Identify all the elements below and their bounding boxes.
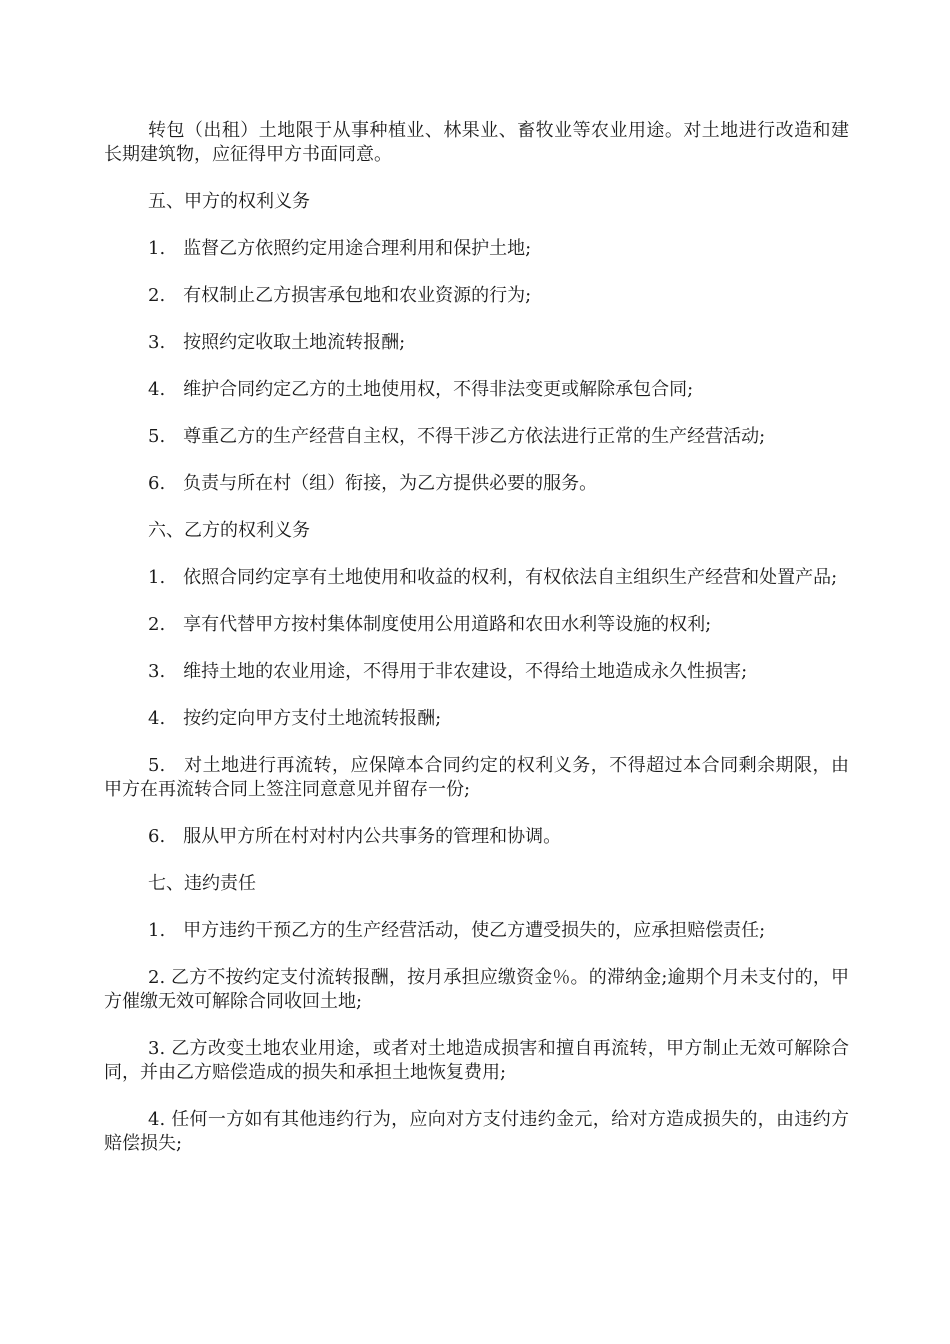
document-body xyxy=(104,119,849,1179)
list-item: 2. 有权制止乙方损害承包地和农业资源的行为; xyxy=(148,285,532,306)
list-item: 2. 享有代替甲方按村集体制度使用公用道路和农田水利等设施的权利; xyxy=(148,614,712,635)
list-item: 3. 维持土地的农业用途，不得用于非农建设，不得给土地造成永久性损害; xyxy=(148,661,748,682)
section-heading-party-b: 六、乙方的权利义务 xyxy=(148,520,310,541)
list-item: 1. 依照合同约定享有土地使用和收益的权利，有权依法自主组织生产经营和处置产品; xyxy=(148,567,838,588)
list-item: 5. 对土地进行再流转，应保障本合同约定的权利义务，不得超过本合同剩余期限，由甲方在再流转合同上签注同意意见并留存一份; xyxy=(104,755,849,800)
list-item: 2. 乙方不按约定支付流转报酬，按月承担应缴资金％。的滞纳金;逾期个月未支付的，甲方催缴无效可解除合同收回土地; xyxy=(104,967,849,1012)
list-item: 4. 按约定向甲方支付土地流转报酬; xyxy=(148,708,442,729)
list-item: 4. 维护合同约定乙方的土地使用权，不得非法变更或解除承包合同; xyxy=(148,379,694,400)
list-item: 1. 监督乙方依照约定用途合理利用和保护土地; xyxy=(148,238,532,259)
section-heading-party-a: 五、甲方的权利义务 xyxy=(148,191,310,212)
list-item: 3. 按照约定收取土地流转报酬; xyxy=(148,332,406,353)
list-item: 4. 任何一方如有其他违约行为，应向对方支付违约金元，给对方造成损失的，由违约方赔偿损失; xyxy=(104,1109,849,1154)
list-item: 5. 尊重乙方的生产经营自主权，不得干涉乙方依法进行正常的生产经营活动; xyxy=(148,426,766,447)
list-item: 3. 乙方改变土地农业用途，或者对土地造成损害和擅自再流转，甲方制止无效可解除合同，并由乙方赔偿造成的损失和承担土地恢复费用; xyxy=(104,1038,849,1083)
section-heading-breach: 七、违约责任 xyxy=(148,873,256,894)
list-item: 1. 甲方违约干预乙方的生产经营活动，使乙方遭受损失的，应承担赔偿责任; xyxy=(148,920,766,941)
paragraph-land-use: 转包（出租）土地限于从事种植业、林果业、畜牧业等农业用途。对土地进行改造和建长期建筑物，应征得甲方书面同意。 xyxy=(104,120,849,165)
list-item: 6. 负责与所在村（组）衔接，为乙方提供必要的服务。 xyxy=(148,473,598,494)
list-item: 6. 服从甲方所在村对村内公共事务的管理和协调。 xyxy=(148,826,562,847)
